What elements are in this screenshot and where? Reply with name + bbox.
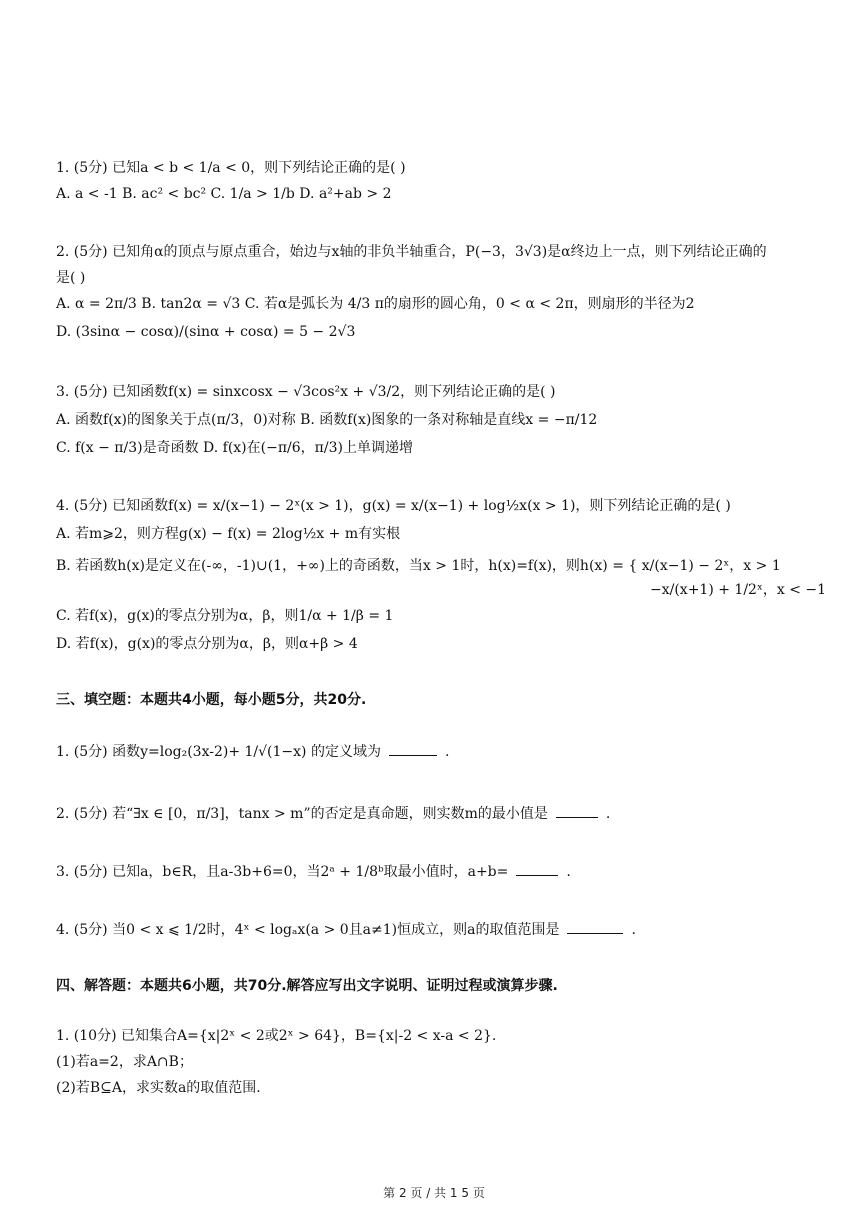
question-1-stem: 1. (5分) 已知a < b < 1/a < 0，则下列结论正确的是( )	[56, 160, 406, 176]
answer-blank	[556, 805, 598, 818]
question-2-options-abc: A. α = 2π/3 B. tan2α = √3 C. 若α是弧长为 4/3 π的扇形的圆心角，0 < α < 2π，则扇形的半径为2	[56, 296, 695, 312]
fill-question-3	[56, 862, 571, 882]
question-3-options-ab: A. 函数f(x)的图象关于点(π/3，0)对称 B. 函数f(x)图象的一条对称轴是直线x = −π/12	[56, 412, 598, 428]
question-4-option-b: B. 若函数h(x)是定义在(-∞，-1)∪(1，+∞)上的奇函数，当x > 1时，h(x)=f(x)，则h(x) = { x/(x−1) − 2ˣ，x > 1	[56, 558, 781, 574]
fill-3-text: 3. (5分) 已知a，b∈R，且a-3b+6=0，当2ᵃ + 1/8ᵇ取最小值时，a+b=	[56, 864, 509, 880]
fill-1-period: .	[444, 744, 450, 760]
fill-question-1	[56, 742, 449, 762]
fill-4-text: 4. (5分) 当0 < x ⩽ 1/2时，4ˣ < logₐx(a > 0且a≠1)恒成立，则a的取值范围是	[56, 922, 560, 938]
answer-blank	[389, 743, 437, 756]
fill-4-period: .	[631, 922, 636, 938]
fill-question-4	[56, 920, 636, 940]
question-3-options-cd: C. f(x − π/3)是奇函数 D. f(x)在(−π/6，π/3)上单调递增	[56, 440, 413, 456]
page-number-footer: 第 2 页 / 共 1 5 页	[383, 1186, 485, 1200]
fill-3-period: .	[566, 864, 571, 880]
question-4-option-b-case2: −x/(x+1) + 1/2ˣ，x < −1	[650, 582, 827, 598]
fill-2-text: 2. (5分) 若“∃x ∈ [0，π/3]，tanx > m”的否定是真命题，则实数m的最小值是	[56, 806, 548, 822]
question-2-stem-cont: 是( )	[56, 270, 86, 286]
question-4-stem: 4. (5分) 已知函数f(x) = x/(x−1) − 2ˣ(x > 1)，g(x) = x/(x−1) + log½x(x > 1)，则下列结论正确的是( )	[56, 498, 731, 514]
solve-question-1: 1. (10分) 已知集合A={x|2ˣ < 2或2ˣ > 64}，B={x|-2 < x-a < 2}.	[56, 1028, 497, 1044]
solve-question-1-part-2: (2)若B⊆A，求实数a的取值范围.	[56, 1080, 261, 1096]
section-4-title: 四、解答题：本题共6小题，共70分.解答应写出文字说明、证明过程或演算步骤.	[56, 978, 558, 994]
solve-question-1-part-1: (1)若a=2，求A∩B；	[56, 1054, 193, 1070]
question-2-stem: 2. (5分) 已知角α的顶点与原点重合，始边与x轴的非负半轴重合，P(−3，3√3)是α终边上一点，则下列结论正确的	[56, 244, 767, 260]
fill-2-period: .	[605, 806, 611, 822]
section-3-title: 三、填空题：本题共4小题，每小题5分，共20分.	[56, 692, 367, 708]
question-2-option-d: D. (3sinα − cosα)/(sinα + cosα) = 5 − 2√3	[56, 324, 356, 340]
fill-1-text: 1. (5分) 函数y=log₂(3x-2)+ 1/√(1−x) 的定义域为	[56, 744, 381, 760]
fill-question-2	[56, 804, 610, 824]
question-3-stem: 3. (5分) 已知函数f(x) = sinxcosx − √3cos²x + √3/2，则下列结论正确的是( )	[56, 384, 556, 400]
question-4-option-a: A. 若m⩾2，则方程g(x) − f(x) = 2log½x + m有实根	[56, 526, 401, 542]
question-1-options: A. a < -1 B. ac² < bc² C. 1/a > 1/b D. a²+ab > 2	[56, 186, 392, 202]
answer-blank	[516, 863, 558, 876]
answer-blank	[567, 921, 623, 934]
question-4-option-d: D. 若f(x)，g(x)的零点分别为α，β，则α+β > 4	[56, 636, 358, 652]
question-4-option-c: C. 若f(x)，g(x)的零点分别为α，β，则1/α + 1/β = 1	[56, 608, 394, 624]
